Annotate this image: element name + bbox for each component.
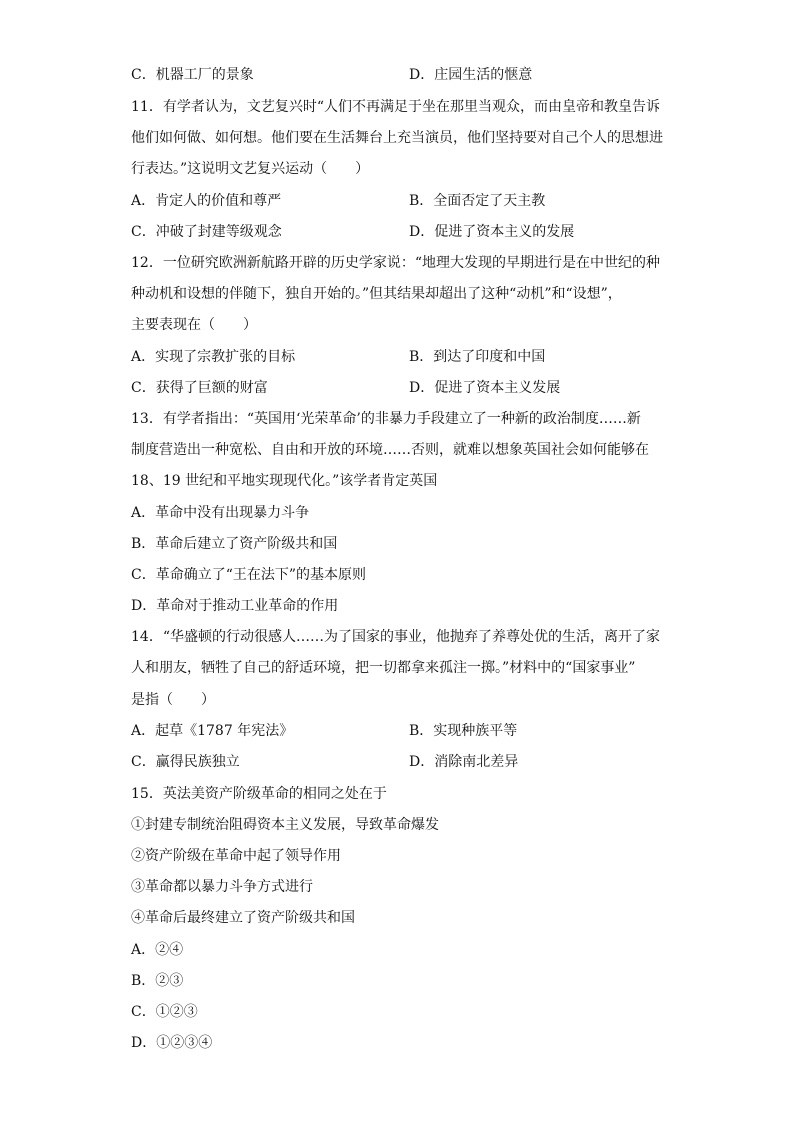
q15-option-a[interactable]: A．②④	[131, 942, 184, 958]
q15-item-1: ①封建专制统治阻碍资本主义发展，导致革命爆发	[131, 817, 439, 833]
q12-stem-line-1: 12．一位研究欧洲新航路开辟的历史学家说：“地理大发现的早期进行是在中世纪的种	[131, 255, 660, 271]
q15-item-4: ④革命后最终建立了资产阶级共和国	[131, 910, 355, 926]
q15-option-b[interactable]: B．②③	[131, 973, 184, 989]
q13-option-b[interactable]: B．革命后建立了资产阶级共和国	[131, 536, 338, 552]
q15-item-3: ③革命都以暴力斗争方式进行	[131, 879, 313, 895]
q11-option-a[interactable]: A．肯定人的价值和尊严	[131, 193, 282, 209]
q13-option-d[interactable]: D．革命对于推动工业革命的作用	[131, 598, 339, 614]
q13-stem-line-2: 制度营造出一种宽松、自由和开放的环境……否则，就难以想象英国社会如何能够在	[131, 442, 649, 458]
q12-option-d[interactable]: D．促进了资本主义发展	[409, 380, 561, 396]
q15-option-d[interactable]: D．①②③④	[131, 1035, 213, 1051]
q14-stem-line-2: 人和朋友，牺牲了自己的舒适环境，把一切都拿来孤注一掷。”材料中的“国家事业”	[131, 660, 636, 676]
q13-option-a[interactable]: A．革命中没有出现暴力斗争	[131, 505, 310, 521]
q12-option-b[interactable]: B．到达了印度和中国	[409, 349, 546, 365]
q11-stem-line-2: 他们如何做、如何想。他们要在生活舞台上充当演员，他们坚持要对自己个人的思想进	[131, 130, 663, 146]
q10-option-d[interactable]: D．庄园生活的惬意	[409, 67, 533, 83]
q13-option-c[interactable]: C．革命确立了“王在法下”的基本原则	[131, 567, 367, 583]
q13-stem-line-1: 13．有学者指出：“英国用‘光荣革命’的非暴力手段建立了一种新的政治制度……新	[131, 411, 641, 427]
q14-option-c[interactable]: C．赢得民族独立	[131, 754, 240, 770]
q12-option-c[interactable]: C．获得了巨额的财富	[131, 380, 268, 396]
q11-option-d[interactable]: D．促进了资本主义的发展	[409, 224, 575, 240]
q11-option-c[interactable]: C．冲破了封建等级观念	[131, 224, 282, 240]
q11-stem-line-1: 11．有学者认为，文艺复兴时“人们不再满足于坐在那里当观众，而由皇帝和教皇告诉	[131, 99, 660, 115]
q14-option-a[interactable]: A．起草《1787 年宪法》	[131, 723, 294, 739]
q11-option-b[interactable]: B．全面否定了天主教	[409, 193, 546, 209]
q15-stem: 15．英法美资产阶级革命的相同之处在于	[131, 786, 387, 802]
q12-stem-line-2: 种动机和设想的伴随下，独自开始的。”但其结果却超出了这种“动机”和“设想”，	[131, 286, 622, 302]
q14-stem-line-1: 14．“华盛顿的行动很感人……为了国家的事业，他抛弃了养尊处优的生活，离开了家	[131, 629, 660, 645]
q13-stem-line-3: 18、19 世纪和平地实现现代化。”该学者肯定英国	[131, 473, 438, 489]
q11-stem-line-3: 行表达。”这说明文艺复兴运动（ ）	[131, 161, 370, 177]
q14-option-d[interactable]: D．消除南北差异	[409, 754, 519, 770]
q10-option-c[interactable]: C．机器工厂的景象	[131, 67, 254, 83]
q12-option-a[interactable]: A．实现了宗教扩张的目标	[131, 349, 296, 365]
q14-stem-line-3: 是指（ ）	[131, 692, 215, 708]
q12-stem-line-3: 主要表现在（ ）	[131, 317, 257, 333]
q14-option-b[interactable]: B．实现种族平等	[409, 723, 518, 739]
q15-item-2: ②资产阶级在革命中起了领导作用	[131, 848, 341, 864]
q15-option-c[interactable]: C．①②③	[131, 1004, 198, 1020]
